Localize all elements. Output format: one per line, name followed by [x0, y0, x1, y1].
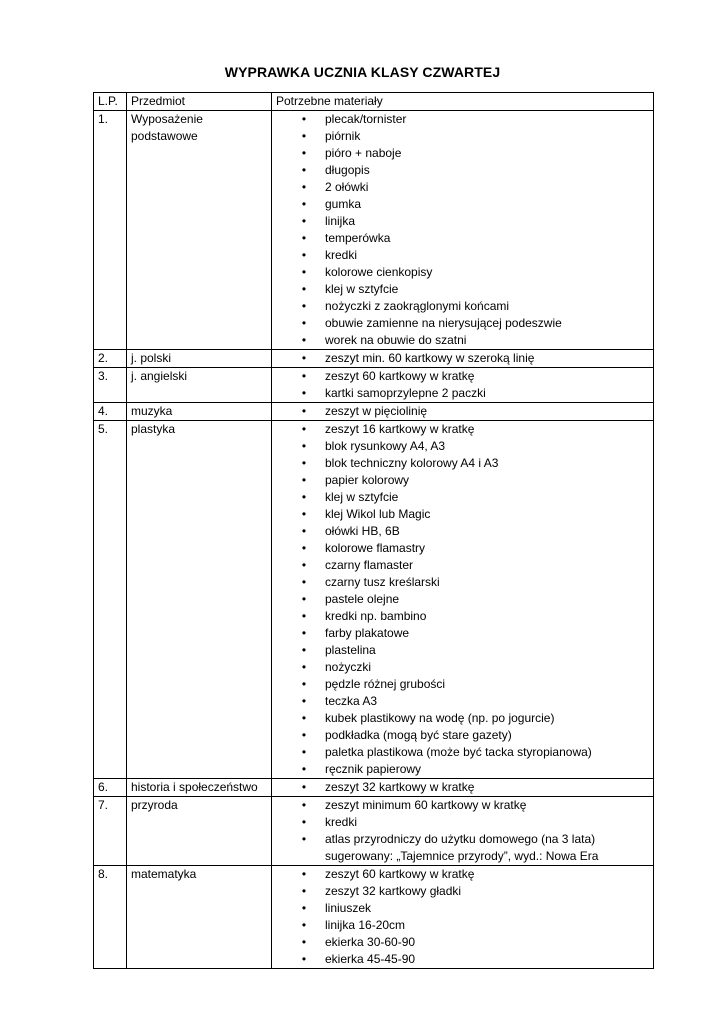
bullet-icon: • — [301, 677, 307, 691]
table-row — [94, 111, 654, 350]
bullet-icon: • — [301, 265, 307, 279]
list-item: • temperówka — [301, 231, 391, 245]
bullet-icon: • — [301, 609, 307, 623]
materials-list — [276, 350, 649, 367]
bullet-icon: • — [301, 952, 307, 966]
materials-list — [276, 111, 649, 349]
bullet-icon: • — [301, 575, 307, 589]
list-item: • kolorowe flamastry — [301, 541, 426, 555]
row-number: 3. — [94, 368, 127, 403]
bullet-icon: • — [301, 901, 307, 915]
bullet-icon: • — [301, 660, 307, 674]
table-row — [94, 368, 654, 403]
row-number: 5. — [94, 421, 127, 779]
bullet-icon: • — [301, 711, 307, 725]
bullet-icon: • — [301, 248, 307, 262]
bullet-icon: • — [301, 473, 307, 487]
list-item: • kartki samoprzylepne 2 paczki — [301, 386, 486, 400]
bullet-icon: • — [301, 507, 307, 521]
subject-cell: przyroda — [127, 797, 272, 866]
bullet-icon: • — [301, 626, 307, 640]
bullet-icon: • — [301, 316, 307, 330]
bullet-icon: • — [301, 728, 307, 742]
materials-cell — [272, 368, 654, 403]
list-item: • plecak/tornister — [301, 112, 407, 126]
list-item: • czarny tusz kreślarski — [301, 575, 440, 589]
bullet-icon: • — [301, 146, 307, 160]
materials-list — [276, 421, 649, 778]
materials-cell — [272, 797, 654, 866]
bullet-icon: • — [301, 832, 307, 846]
bullet-icon: • — [301, 422, 307, 436]
bullet-icon: • — [301, 299, 307, 313]
list-item: • worek na obuwie do szatni — [301, 333, 467, 347]
subject-cell: historia i społeczeństwo — [127, 779, 272, 797]
list-item: • klej Wikol lub Magic — [301, 507, 431, 521]
bullet-icon: • — [301, 197, 307, 211]
bullet-icon: • — [301, 558, 307, 572]
bullet-icon: • — [301, 404, 307, 418]
list-item: • podkładka (mogą być stare gazety) — [301, 728, 512, 742]
page-title: WYPRAWKA UCZNIA KLASY CZWARTEJ — [224, 64, 501, 80]
list-item: • zeszyt minimum 60 kartkowy w kratkę — [301, 798, 527, 812]
bullet-icon: • — [301, 643, 307, 657]
subject-cell: Wyposażenie podstawowe — [127, 111, 272, 350]
row-number: 4. — [94, 403, 127, 421]
bullet-icon: • — [301, 180, 307, 194]
materials-list — [276, 403, 649, 420]
bullet-icon: • — [301, 386, 307, 400]
list-item: • blok rysunkowy A4, A3 — [301, 439, 446, 453]
materials-cell — [272, 350, 654, 368]
list-item: • piórnik — [301, 129, 361, 143]
bullet-icon: • — [301, 163, 307, 177]
materials-list — [276, 368, 649, 402]
table-row — [94, 797, 654, 866]
list-item: • 2 ołówki — [301, 180, 369, 194]
list-item: • nożyczki — [301, 660, 372, 674]
subject-cell: j. angielski — [127, 368, 272, 403]
materials-list — [276, 797, 649, 865]
materials-list — [276, 866, 649, 968]
bullet-icon: • — [301, 129, 307, 143]
bullet-icon: • — [301, 541, 307, 555]
bullet-icon: • — [301, 490, 307, 504]
bullet-icon: • — [301, 935, 307, 949]
subject-cell: matematyka — [127, 866, 272, 969]
list-item: • atlas przyrodniczy do użytku domowego (na 3 lata) sugerowany: „Tajemnice przyrody”, wyd.: Nowa Era — [301, 832, 599, 863]
list-item: • kredki — [301, 248, 358, 262]
list-item: • kolorowe cienkopisy — [301, 265, 433, 279]
bullet-icon: • — [301, 333, 307, 347]
materials-cell — [272, 779, 654, 797]
list-item: • pióro + naboje — [301, 146, 402, 160]
subject-cell: plastyka — [127, 421, 272, 779]
bullet-icon: • — [301, 282, 307, 296]
table-row — [94, 421, 654, 779]
header-lp: L.P. — [94, 93, 127, 111]
bullet-icon: • — [301, 745, 307, 759]
bullet-icon: • — [301, 780, 307, 794]
list-item: • kredki np. bambino — [301, 609, 427, 623]
list-item: • długopis — [301, 163, 370, 177]
bullet-icon: • — [301, 369, 307, 383]
list-item: • kredki — [301, 815, 358, 829]
bullet-icon: • — [301, 592, 307, 606]
materials-cell — [272, 866, 654, 969]
list-item: • pastele olejne — [301, 592, 400, 606]
list-item: • zeszyt 60 kartkowy w kratkę — [301, 369, 475, 383]
list-item: • pędzle różnej grubości — [301, 677, 446, 691]
list-item: • obuwie zamienne na nierysującej podeszwie — [301, 316, 562, 330]
list-item: • kubek plastikowy na wodę (np. po jogurcie) — [301, 711, 555, 725]
list-item: • linijka — [301, 214, 356, 228]
table-row — [94, 866, 654, 969]
bullet-icon: • — [301, 918, 307, 932]
row-number: 8. — [94, 866, 127, 969]
list-item: • linijka 16-20cm — [301, 918, 406, 932]
list-item: • nożyczki z zaokrąglonymi końcami — [301, 299, 510, 313]
list-item: • zeszyt min. 60 kartkowy w szeroką linię — [301, 351, 535, 365]
bullet-icon: • — [301, 798, 307, 812]
row-number: 1. — [94, 111, 127, 350]
bullet-icon: • — [301, 867, 307, 881]
bullet-icon: • — [301, 112, 307, 126]
list-item: • ekierka 30-60-90 — [301, 935, 416, 949]
header-subject: Przedmiot — [127, 93, 272, 111]
bullet-icon: • — [301, 214, 307, 228]
bullet-icon: • — [301, 456, 307, 470]
list-item: • zeszyt w pięciolinię — [301, 404, 428, 418]
list-item: • zeszyt 32 kartkowy gładki — [301, 884, 462, 898]
materials-list — [276, 779, 649, 796]
list-item: • klej w sztyfcie — [301, 490, 399, 504]
list-item: • ręcznik papierowy — [301, 762, 422, 776]
bullet-icon: • — [301, 231, 307, 245]
bullet-icon: • — [301, 815, 307, 829]
list-item: • ekierka 45-45-90 — [301, 952, 416, 966]
list-item: • teczka A3 — [301, 694, 378, 708]
bullet-icon: • — [301, 351, 307, 365]
list-item: • czarny flamaster — [301, 558, 414, 572]
table-row — [94, 350, 654, 368]
bullet-icon: • — [301, 524, 307, 538]
materials-cell — [272, 111, 654, 350]
materials-cell — [272, 421, 654, 779]
bullet-icon: • — [301, 762, 307, 776]
list-item: • zeszyt 16 kartkowy w kratkę — [301, 422, 475, 436]
list-item: • farby plakatowe — [301, 626, 410, 640]
list-item: • liniuszek — [301, 901, 372, 915]
supplies-table — [93, 92, 654, 969]
subject-cell: muzyka — [127, 403, 272, 421]
list-item: • ołówki HB, 6B — [301, 524, 400, 538]
list-item: • klej w sztyfcie — [301, 282, 399, 296]
bullet-icon: • — [301, 884, 307, 898]
materials-cell — [272, 403, 654, 421]
table-row — [94, 403, 654, 421]
list-item: • zeszyt 32 kartkowy w kratkę — [301, 780, 475, 794]
row-number: 2. — [94, 350, 127, 368]
bullet-icon: • — [301, 694, 307, 708]
list-item: • blok techniczny kolorowy A4 i A3 — [301, 456, 499, 470]
list-item: • paletka plastikowa (może być tacka styropianowa) — [301, 745, 592, 759]
list-item: • plastelina — [301, 643, 376, 657]
table-header-row — [94, 93, 654, 111]
subject-cell: j. polski — [127, 350, 272, 368]
row-number: 6. — [94, 779, 127, 797]
row-number: 7. — [94, 797, 127, 866]
header-materials: Potrzebne materiały — [272, 93, 654, 111]
table-row — [94, 779, 654, 797]
bullet-icon: • — [301, 439, 307, 453]
list-item: • papier kolorowy — [301, 473, 410, 487]
list-item: • zeszyt 60 kartkowy w kratkę — [301, 867, 475, 881]
list-item: • gumka — [301, 197, 362, 211]
